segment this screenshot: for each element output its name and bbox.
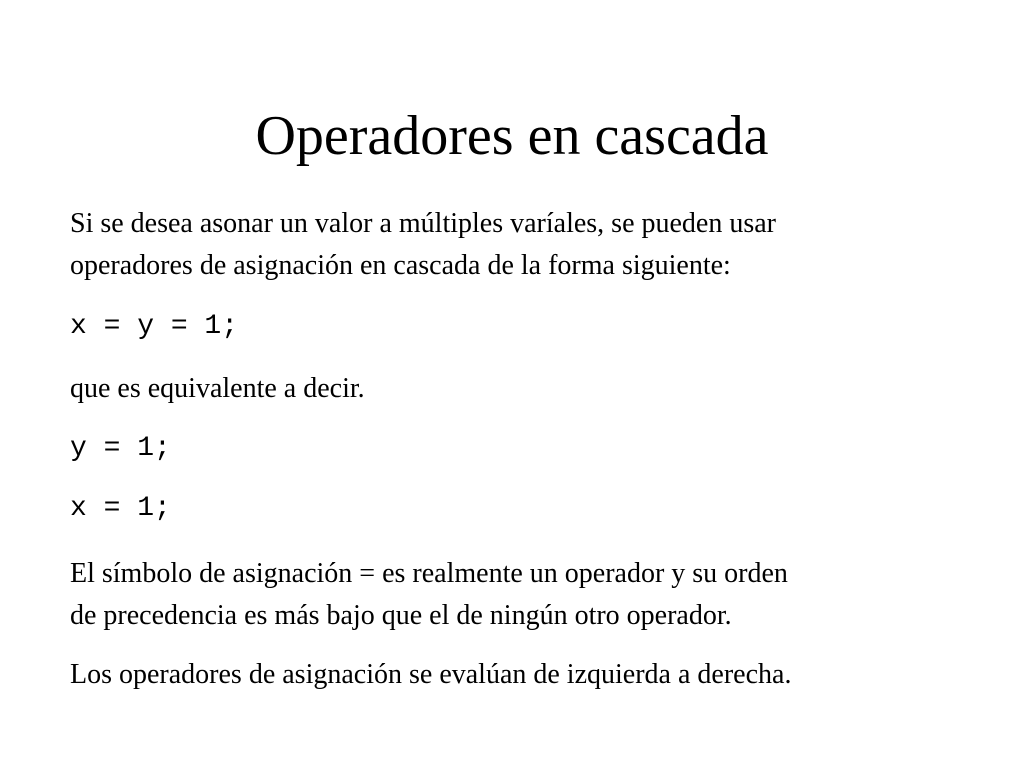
code-assign-y: y = 1; xyxy=(70,433,171,464)
paragraph-operator-line-2: de precedencia es más bajo que el de ningún otro operador. xyxy=(70,600,732,631)
paragraph-operator-line-1: El símbolo de asignación = es realmente un operador y su orden xyxy=(70,558,788,589)
paragraph-equivalent: que es equivalente a decir. xyxy=(70,373,365,404)
paragraph-evaluation-order: Los operadores de asignación se evalúan de izquierda a derecha. xyxy=(70,659,792,690)
code-cascade-assignment: x = y = 1; xyxy=(70,311,239,342)
paragraph-intro-line-1: Si se desea asonar un valor a múltiples varíales, se pueden usar xyxy=(70,208,777,239)
paragraph-intro xyxy=(70,203,970,287)
code-assign-x: x = 1; xyxy=(70,493,171,524)
paragraph-intro-line-2: operadores de asignación en cascada de la forma siguiente: xyxy=(70,250,731,281)
slide-title: Operadores en cascada xyxy=(255,105,769,167)
paragraph-operator xyxy=(70,553,970,637)
